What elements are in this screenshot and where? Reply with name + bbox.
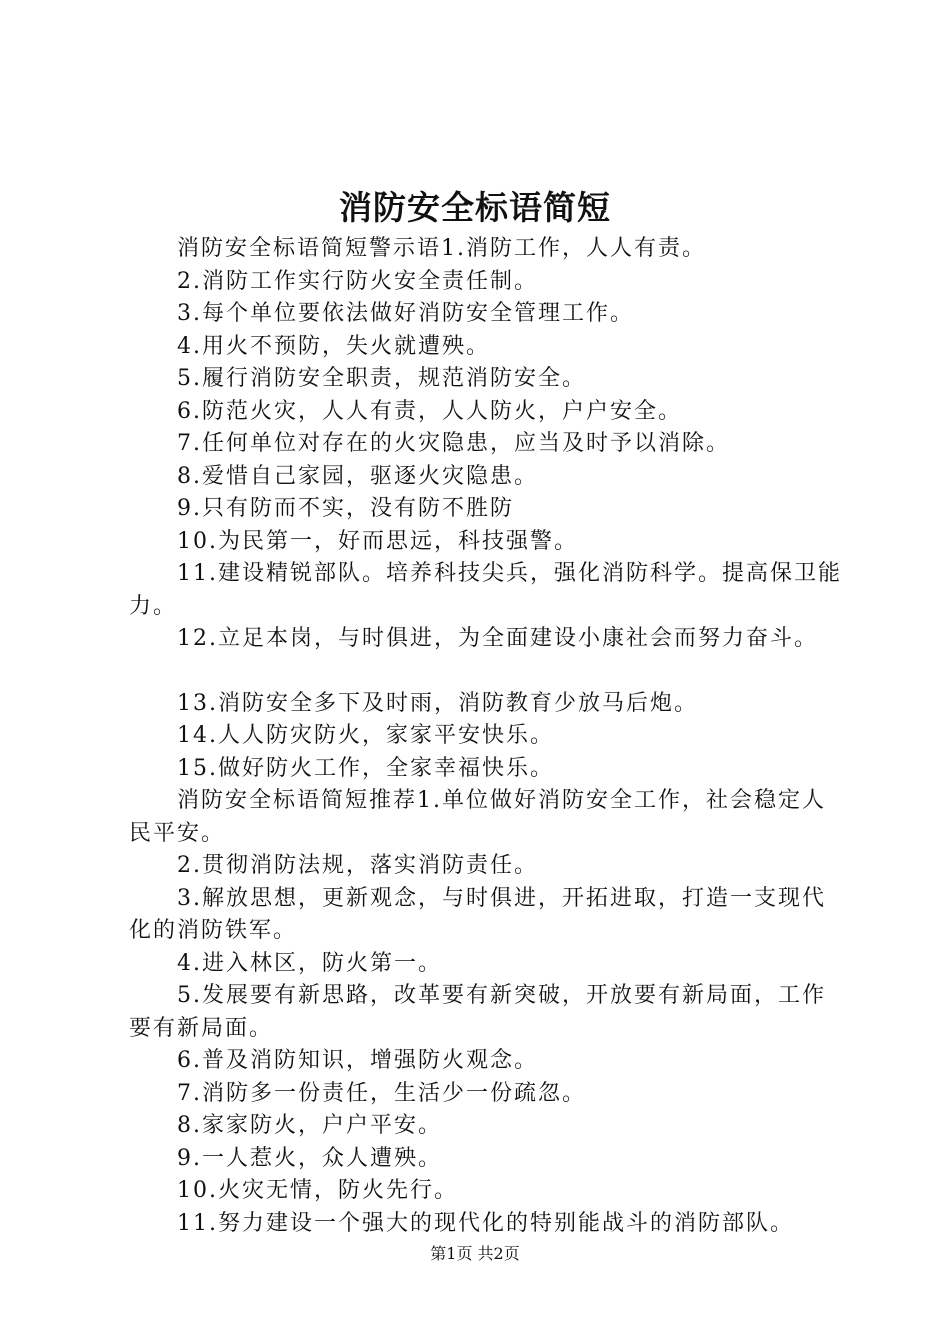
paragraph: 5.发展要有新思路，改革要有新突破，开放要有新局面，工作要有新局面。 — [129, 983, 826, 1041]
paragraph: 12.立足本岗，与时俱进，为全面建设小康社会而努力奋斗。 — [177, 626, 818, 651]
paragraph: 2.贯彻消防法规，落实消防责任。 — [177, 853, 538, 878]
paragraph: 8.爱惜自己家园，驱逐火灾隐患。 — [177, 463, 538, 489]
paragraph: 3.每个单位要依法做好消防安全管理工作。 — [177, 301, 634, 326]
paragraph: 6.防范火灾，人人有责，人人防火，户户安全。 — [177, 398, 682, 424]
paragraph: 13.消防安全多下及时雨，消防教育少放马后炮。 — [177, 690, 698, 716]
paragraph: 6.普及消防知识，增强防火观念。 — [177, 1048, 538, 1073]
paragraph: 4.进入林区，防火第一。 — [177, 950, 442, 976]
paragraph: 消防安全标语简短警示语1.消防工作，人人有责。 — [177, 236, 706, 261]
paragraph: 5.履行消防安全职责，规范消防安全。 — [177, 366, 586, 391]
paragraph: 3.解放思想，更新观念，与时俱进，开拓进取，打造一支现代化的消防铁军。 — [129, 885, 826, 943]
document-title: 消防安全标语简短 — [339, 188, 611, 227]
paragraph: 7.任何单位对存在的火灾隐患，应当及时予以消除。 — [177, 431, 730, 456]
paragraph: 消防安全标语简短推荐1.单位做好消防安全工作，社会稳定人民平安。 — [129, 788, 826, 846]
paragraph: 2.消防工作实行防火安全责任制。 — [177, 268, 538, 294]
paragraph: 9.一人惹火，众人遭殃。 — [177, 1145, 442, 1171]
document-body — [129, 233, 849, 1240]
paragraph: 11.努力建设一个强大的现代化的特别能战斗的消防部队。 — [177, 1210, 794, 1236]
paragraph: 10.为民第一，好而思远，科技强警。 — [177, 528, 578, 554]
paragraph: 15.做好防火工作，全家幸福快乐。 — [177, 755, 554, 781]
paragraph: 10.火灾无情，防火先行。 — [177, 1178, 458, 1203]
paragraph: 7.消防多一份责任，生活少一份疏忽。 — [177, 1080, 586, 1106]
paragraph: 11.建设精锐部队。培养科技尖兵，强化消防科学。提高保卫能力。 — [129, 561, 842, 619]
paragraph-gap — [129, 656, 849, 688]
page-footer: 第1页 共2页 — [430, 1244, 520, 1263]
paragraph: 4.用火不预防，失火就遭殃。 — [177, 333, 490, 359]
paragraph: 8.家家防火，户户平安。 — [177, 1113, 442, 1138]
paragraph: 9.只有防而不实，没有防不胜防 — [177, 496, 514, 521]
paragraph: 14.人人防灾防火，家家平安快乐。 — [177, 723, 554, 748]
